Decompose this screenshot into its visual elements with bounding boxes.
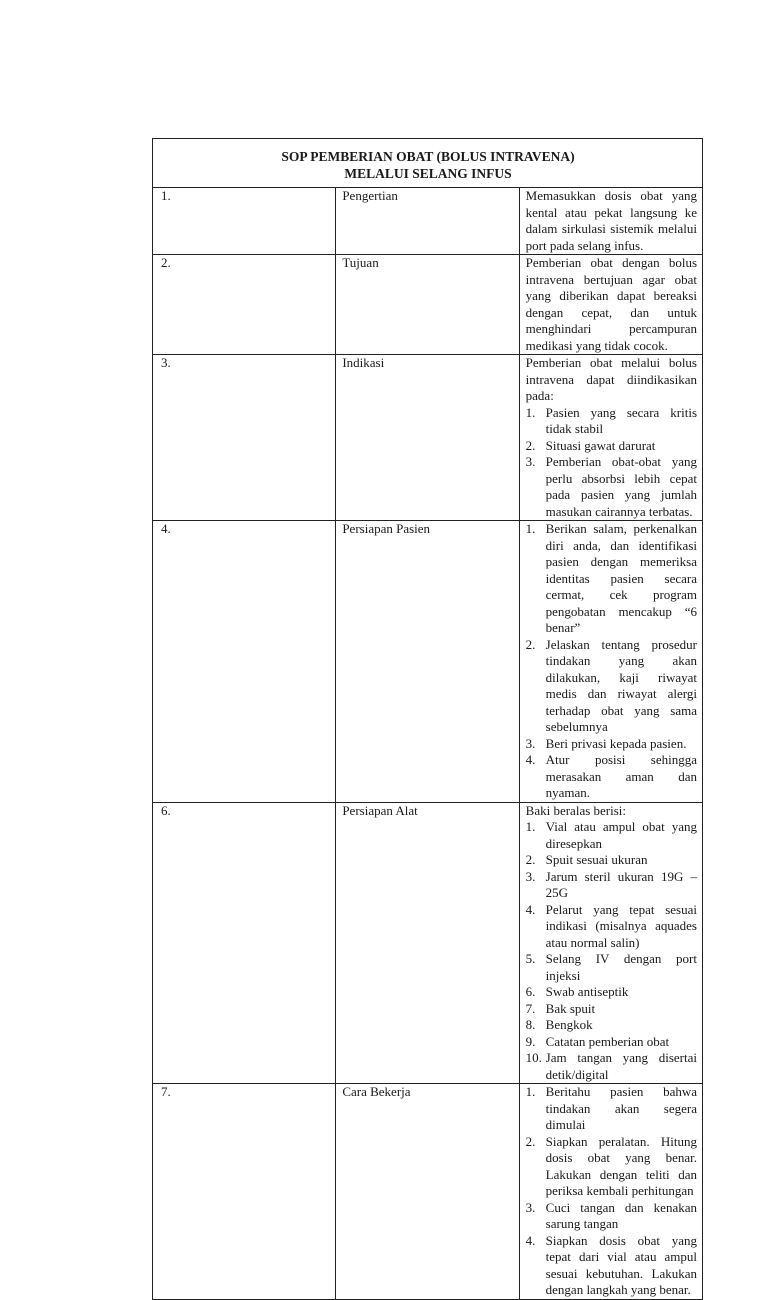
list-item-number: 5.	[525, 951, 536, 966]
table-row	[153, 255, 703, 355]
row-content	[519, 188, 702, 255]
sop-table-body	[153, 139, 703, 1300]
row-number: 6.	[153, 802, 336, 1084]
content-intro: Pemberian obat melalui bolus intravena dapat diindikasikan pada:	[525, 355, 697, 403]
list-item-number: 3.	[525, 735, 536, 751]
list-item-number: 1.	[525, 404, 536, 420]
list-item	[526, 852, 697, 869]
row-content	[519, 521, 702, 803]
row-content	[519, 802, 702, 1084]
list-item-number: 1.	[525, 819, 536, 834]
list-item-number: 2.	[525, 852, 536, 867]
row-number: 2.	[153, 255, 336, 355]
row-content	[519, 255, 702, 355]
list-item-number: 2.	[525, 636, 536, 652]
title-row	[153, 139, 703, 188]
content-intro: Memasukkan dosis obat yang kental atau pekat langsung ke dalam sirkulasi sistemik melalui port pada selang infus.	[525, 188, 697, 253]
list-item-text: Catatan pemberian obat	[545, 1033, 670, 1049]
list-item-number: 2.	[525, 437, 536, 453]
list-item-number: 3.	[525, 868, 536, 884]
list-item-number: 1.	[525, 1084, 536, 1099]
content-list	[526, 819, 697, 1083]
table-row	[153, 802, 703, 1084]
list-item	[526, 902, 697, 952]
list-item	[526, 1017, 697, 1034]
list-item	[526, 984, 697, 1001]
list-item-text: Jam tangan yang disertai detik/digital	[545, 1050, 697, 1082]
row-number: 3.	[153, 355, 336, 521]
list-item	[526, 1200, 697, 1233]
list-item-text: Siapkan peralatan. Hitung dosis obat yang benar. Lakukan dengan teliti dan periksa kembali perhitungan	[545, 1133, 697, 1198]
content-intro: Baki beralas berisi:	[525, 802, 627, 818]
table-row	[153, 1084, 703, 1300]
list-item-number: 4.	[525, 1232, 536, 1248]
table-row	[153, 188, 703, 255]
list-item	[526, 1001, 697, 1018]
content-list	[526, 405, 697, 521]
content-list	[526, 521, 697, 802]
list-item-text: Swab antiseptik	[545, 984, 629, 999]
list-item-text: Situasi gawat darurat	[545, 437, 656, 453]
list-item	[526, 454, 697, 520]
table-row	[153, 521, 703, 803]
row-label: Tujuan	[336, 255, 519, 355]
row-label: Pengertian	[336, 188, 519, 255]
list-item-number: 3.	[525, 1199, 536, 1215]
list-item-text: Pemberian obat-obat yang perlu absorbsi lebih cepat pada pasien yang jumlah masukan cairannya terbatas.	[545, 454, 697, 519]
list-item-text: Pasien yang secara kritis tidak stabil	[545, 404, 697, 436]
table-row	[153, 355, 703, 521]
title-line-2: MELALUI SELANG INFUS	[344, 166, 512, 181]
list-item	[526, 951, 697, 984]
list-item-number: 9.	[525, 1033, 536, 1049]
list-item-text: Selang IV dengan port injeksi	[545, 951, 697, 983]
list-item	[526, 1050, 697, 1083]
list-item	[526, 736, 697, 753]
table-title	[153, 139, 703, 188]
list-item-number: 7.	[525, 1000, 536, 1016]
list-item-text: Beri privasi kepada pasien.	[545, 735, 687, 751]
list-item-text: Bak spuit	[545, 1000, 596, 1016]
list-item-text: Atur posisi sehingga merasakan aman dan nyaman.	[545, 752, 697, 800]
list-item-text: Jarum steril ukuran 19G – 25G	[545, 868, 697, 900]
list-item-text: Jelaskan tentang prosedur tindakan yang akan dilakukan, kaji riwayat medis dan riwayat alergi terhadap obat yang sama sebelumnya	[545, 636, 697, 734]
content-list	[526, 1084, 697, 1299]
list-item-text: Berikan salam, perkenalkan diri anda, dan identifikasi pasien dengan memeriksa identitas pasien secara cermat, cek program pengobatan mencakup “6 benar”	[545, 521, 697, 635]
list-item-text: Cuci tangan dan kenakan sarung tangan	[545, 1199, 697, 1231]
list-item	[526, 752, 697, 802]
list-item	[526, 405, 697, 438]
sop-table	[152, 138, 703, 1300]
list-item-text: Pelarut yang tepat sesuai indikasi (misalnya aquades atau normal salin)	[545, 901, 697, 950]
list-item-number: 3.	[525, 454, 536, 469]
row-content	[519, 355, 702, 521]
row-content	[519, 1084, 702, 1300]
list-item	[526, 438, 697, 455]
list-item-number: 8.	[525, 1017, 536, 1032]
title-line-1: SOP PEMBERIAN OBAT (BOLUS INTRAVENA)	[281, 149, 575, 164]
list-item	[526, 521, 697, 637]
list-item	[526, 869, 697, 902]
list-item-text: Vial atau ampul obat yang diresepkan	[545, 819, 697, 851]
row-number: 7.	[153, 1084, 336, 1300]
row-label: Persiapan Pasien	[336, 521, 519, 803]
list-item	[526, 1134, 697, 1200]
row-number: 1.	[153, 188, 336, 255]
row-number: 4.	[153, 521, 336, 803]
list-item-text: Bengkok	[545, 1017, 593, 1032]
list-item-number: 10.	[525, 1050, 542, 1065]
row-label: Cara Bekerja	[336, 1084, 519, 1300]
row-label: Indikasi	[336, 355, 519, 521]
list-item	[526, 1084, 697, 1134]
list-item-text: Siapkan dosis obat yang tepat dari vial atau ampul sesuai kebutuhan. Lakukan dengan langkah yang benar.	[545, 1232, 697, 1297]
list-item	[526, 819, 697, 852]
list-item-text: Spuit sesuai ukuran	[545, 852, 648, 867]
list-item	[526, 1233, 697, 1299]
list-item-number: 1.	[525, 521, 536, 536]
list-item-number: 4.	[525, 752, 536, 767]
content-intro: Pemberian obat dengan bolus intravena bertujuan agar obat yang diberikan dapat bereaksi dengan cepat, dan untuk menghindari percampuran medikasi yang tidak cocok.	[525, 255, 697, 353]
list-item-number: 2.	[525, 1133, 536, 1149]
list-item-number: 6.	[525, 984, 536, 999]
list-item-number: 4.	[525, 901, 536, 917]
list-item	[526, 637, 697, 736]
row-label: Persiapan Alat	[336, 802, 519, 1084]
list-item-text: Beritahu pasien bahwa tindakan akan segera dimulai	[545, 1084, 697, 1132]
list-item	[526, 1034, 697, 1051]
